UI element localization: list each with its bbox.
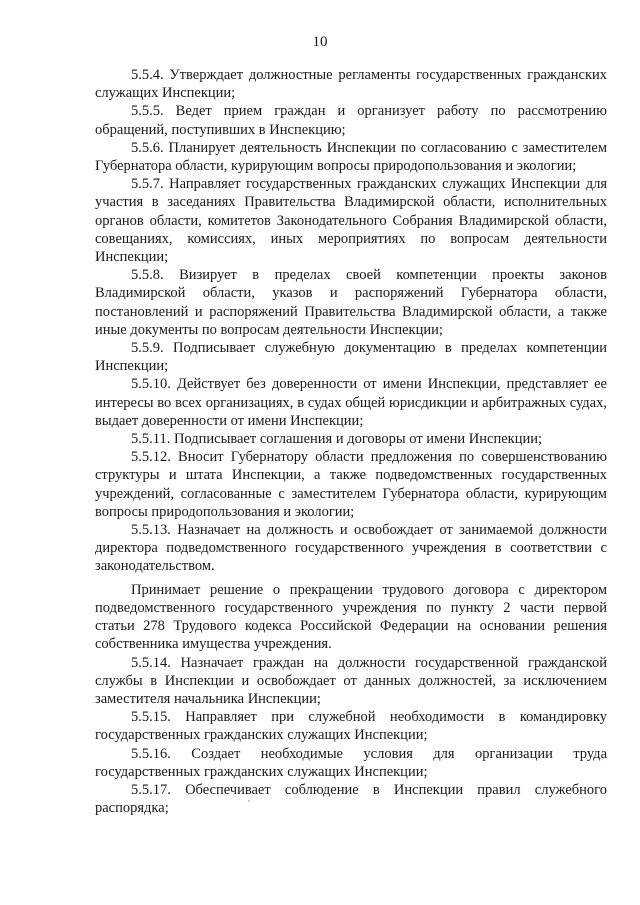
paragraph-termination-decision: Принимает решение о прекращении трудового договора с директором подведомственного государственного учреждения по пункту 2 части первой статьи 278 Трудового кодекса Российской Федерации на основании решения собственника имущества учреждения. <box>95 581 607 653</box>
paragraph-5-5-9: 5.5.9. Подписывает служебную документацию в пределах компетенции Инспекции; <box>95 340 607 375</box>
paragraph-5-5-8: 5.5.8. Визирует в пределах своей компетенции проекты законов Владимирской области, указов и распоряжений Губернатора области, постановлений и распоряжений Правительства Владимирской области, а также иные документы по вопросам деятельности Инспекции; <box>95 267 607 338</box>
paragraph-5-5-7: 5.5.7. Направляет государственных гражданских служащих Инспекции для участия в заседаниях Правительства Владимирской области, исполнительных органов области, комитетов Законодательного Собрания Владимирской области, совещаниях, комиссиях, иных мероприятиях по вопросам деятельности Инспекции; <box>95 176 607 266</box>
paragraph-5-5-10: 5.5.10. Действует без доверенности от имени Инспекции, представляет ее интересы во всех организациях, в судах общей юрисдикции и арбитражных судах, выдает доверенности от имени Инспекции; <box>95 376 607 429</box>
document-body <box>95 66 607 817</box>
paragraph-5-5-12: 5.5.12. Вносит Губернатору области предложения по совершенствованию структуры и штата Инспекции, а также подведомственных государственных учреждений, согласованные с заместителем Губернатора области, курирующим вопросы природопользования и экологии; <box>95 449 607 520</box>
scan-speck <box>248 800 250 802</box>
paragraph-5-5-11: 5.5.11. Подписывает соглашения и договоры от имени Инспекции; <box>131 431 543 448</box>
paragraph-5-5-4: 5.5.4. Утверждает должностные регламенты государственных гражданских служащих Инспекции; <box>95 67 607 102</box>
paragraph-5-5-5: 5.5.5. Ведет прием граждан и организует работу по рассмотрению обращений, поступивших в Инспекцию; <box>95 103 607 138</box>
paragraph-5-5-15: 5.5.15. Направляет при служебной необходимости в командировку государственных гражданских служащих Инспекции; <box>95 709 607 744</box>
paragraph-5-5-17: 5.5.17. Обеспечивает соблюдение в Инспекции правил служебного распорядка; <box>95 781 607 817</box>
paragraph-5-5-6: 5.5.6. Планирует деятельность Инспекции по согласованию с заместителем Губернатора области, курирующим вопросы природопользования и экологии; <box>95 139 607 175</box>
page-number: 10 <box>312 34 328 50</box>
paragraph-5-5-13: 5.5.13. Назначает на должность и освобождает от занимаемой должности директора подведомственного государственного учреждения в соответствии с законодательством. <box>95 522 607 575</box>
paragraph-5-5-14: 5.5.14. Назначает граждан на должности государственной гражданской службы в Инспекции и освобождает от данных должностей, за исключением заместителя начальника Инспекции; <box>95 654 607 707</box>
paragraph-5-5-16: 5.5.16. Создает необходимые условия для организации труда государственных гражданских служащих Инспекции; <box>95 745 607 780</box>
